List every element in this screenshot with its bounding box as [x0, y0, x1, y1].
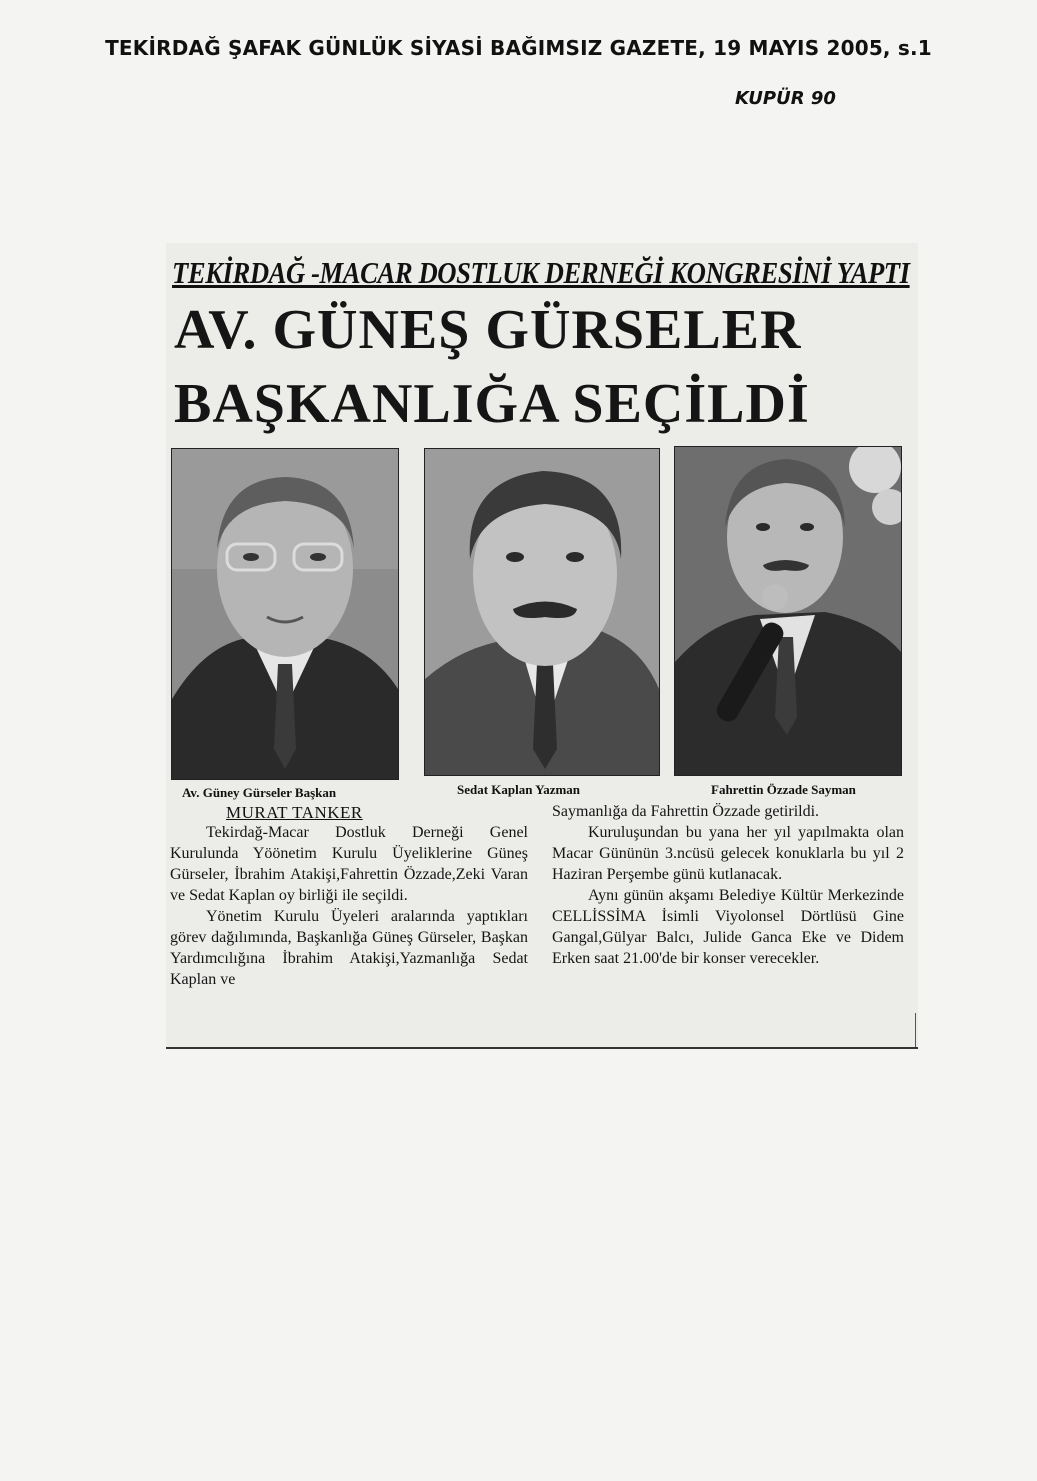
headline-line-1: AV. GÜNEŞ GÜRSELER: [174, 299, 802, 361]
article-column-left: [170, 822, 528, 990]
clipping-number: KUPÜR 90: [735, 88, 836, 109]
article-column-right: [552, 801, 904, 969]
column-rule: [915, 1013, 916, 1047]
photo-fahrettin-ozzade: [674, 446, 902, 776]
paragraph: Saymanlığa da Fahrettin Özzade getirildi.: [552, 803, 820, 820]
caption-photo-2: Sedat Kaplan Yazman: [457, 782, 581, 797]
page-header: TEKİRDAĞ ŞAFAK GÜNLÜK SİYASİ BAĞIMSIZ GAZETE, 19 MAYIS 2005, s.1: [105, 36, 932, 60]
paragraph: Yönetim Kurulu Üyeleri aralarında yaptıkları görev dağılımında, Başkanlığa Güneş Gürseler, Başkan Yardımcılığına İbrahim Atakişi,Yazmanlığa Sedat Kaplan ve: [170, 908, 528, 988]
news-clipping: [166, 243, 918, 1049]
clipping-bottom-rule: [166, 1047, 918, 1049]
paragraph: Tekirdağ-Macar Dostluk Derneği Genel Kurulunda Yöönetim Kurulu Üyeliklerine Güneş Gürseler, İbrahim Atakişi,Fahrettin Özzade,Zeki Varan ve Sedat Kaplan oy birliği ile seçildi.: [170, 824, 528, 904]
photo-sedat-kaplan: [424, 448, 660, 776]
caption-photo-1: Av. Güney Gürseler Başkan: [182, 785, 337, 800]
article-kicker: TEKİRDAĞ -MACAR DOSTLUK DERNEĞİ KONGRESİNİ YAPTI: [172, 255, 910, 290]
paragraph: Aynı günün akşamı Belediye Kültür Merkezinde CELLİSSİMA İsimli Viyolonsel Dörtlüsü Gine Gangal,Gülyar Balcı, Julide Ganca Eke ve Didem Erken saat 21.00'de bir konser verecekler.: [552, 887, 904, 967]
paragraph: Kuruluşundan bu yana her yıl yapılmakta olan Macar Gününün 3.ncüsü gelecek konuklarla bu yıl 2 Haziran Perşembe günü kutlanacak.: [552, 824, 904, 883]
photo-gunes-gurseler: [171, 448, 399, 780]
headline-line-2: BAŞKANLIĞA SEÇİLDİ: [174, 373, 810, 435]
caption-photo-3: Fahrettin Özzade Sayman: [711, 782, 856, 797]
byline: MURAT TANKER: [226, 803, 363, 822]
